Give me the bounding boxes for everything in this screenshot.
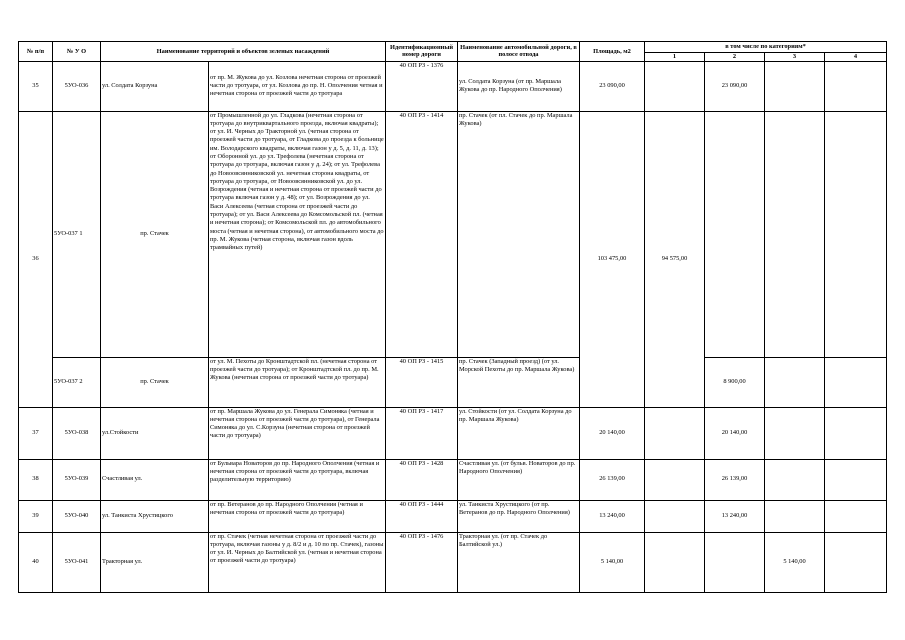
row-desc: от Промышленной до ул. Гладкова (нечетная сторона от тротуара до внутриквартального проезда, включая квадраты); от ул. И. Черных до Тракторной ул. (четная сторона от проезжей части до тротуара, от Гладкова до проезда к больнице им. Володарского квадраты, включая газон у д. 5, д. 11, д. 13); от Оборонной ул. до ул. Трефолева (нечетная сторона от тротуара до тротуара, включая газон у д. 24); от ул. Трефолева до Новоовсянниковской ул. нечетная сторона квадраты, от тротуара до тротуара, от Новоовсянниковской ул. до ул. Возрождения (четная и нечетная сторона от проезжей части до тротуара включая газон у д. 48); от ул. Возрождения до ул. Васи Алексеева (четная сторона от проезжей части до тротуара); от ул. Васи Алексеева до Комсомольской пл. (четная и нечетная сторона); от Комсомольской пл. до автомобильного моста (четная и нечетная сторона), от автомобильного моста до пр. М. Жукова (четная сторона, включая газон вдоль трамвайных путей) (209, 111, 386, 357)
row-name: ул. Солдата Корзуна (101, 61, 209, 111)
row-cat2 (705, 111, 765, 357)
row-name: ул.Стойкости (101, 407, 209, 459)
row-cat4 (825, 407, 887, 459)
row-area: 26 139,00 (580, 459, 645, 500)
row-cat3 (765, 357, 825, 407)
row-num: 40 (19, 532, 53, 592)
row-ident: 40 ОП РЗ - 1428 (386, 459, 458, 500)
row-cat2: 20 140,00 (705, 407, 765, 459)
row-cat3 (765, 61, 825, 111)
row-num: 38 (19, 459, 53, 500)
row-ident: 40 ОП РЗ - 1414 (386, 111, 458, 357)
row-cat3 (765, 407, 825, 459)
row-area: 23 090,00 (580, 61, 645, 111)
header-cat-3: 3 (765, 53, 825, 62)
row-uo: 5УО-038 (53, 407, 101, 459)
row-desc: от пр. Маршала Жукова до ул. Генерала Симоняка (четная и нечетная сторона от проезжей части до тротуара), от Генерала Симоняка до ул. С.Корзуна (нечетная сторона от проезжей части до тротуара) (209, 407, 386, 459)
row-cat4 (825, 532, 887, 592)
row-cat1 (645, 459, 705, 500)
row-ident: 40 ОП РЗ - 1415 (386, 357, 458, 407)
row-cat1 (645, 500, 705, 532)
header-ident: Идентификационный номер дороги (386, 42, 458, 62)
row-cat4 (825, 459, 887, 500)
row-ident: 40 ОП РЗ - 1444 (386, 500, 458, 532)
row-ident: 40 ОП РЗ - 1417 (386, 407, 458, 459)
row-cat1 (645, 407, 705, 459)
row-desc: от Бульвара Новаторов до пр. Народного Ополчения (четная и нечетная сторона от проезжей части до тротуара, включая разделительную территорию) (209, 459, 386, 500)
row-desc: от пр. Ветеранов до пр. Народного Ополчения (четная и нечетная сторона от проезжей части до тротуара) (209, 500, 386, 532)
green-spaces-table (18, 41, 887, 593)
row-uo: 5УО-037 2 (53, 357, 101, 407)
table-row (19, 111, 887, 357)
table-row (19, 532, 887, 592)
row-name: ул. Танкиста Хрустицкого (101, 500, 209, 532)
row-cat2: 26 139,00 (705, 459, 765, 500)
row-cat4 (825, 357, 887, 407)
header-cat-4: 4 (825, 53, 887, 62)
row-uo: 5УО-040 (53, 500, 101, 532)
header-cat-2: 2 (705, 53, 765, 62)
header-categories: в том числе по категориям* (645, 42, 887, 53)
row-cat3 (765, 500, 825, 532)
header-road: Наименование автомобильной дороги, в полосе отвода (458, 42, 580, 62)
row-desc: от пр. М. Жукова до ул. Козлова нечетная сторона от проезжей части до тротуара, от ул. Козлова до пр. Н. Ополчения четная и нечетная сторона от проезжей части до тротуара (209, 61, 386, 111)
row-cat1 (645, 532, 705, 592)
row-road: пр. Стачек (Западный проезд) (от ул. Морской Пехоты до пр. Маршала Жукова) (458, 357, 580, 407)
row-cat3: 5 140,00 (765, 532, 825, 592)
row-uo: 5УО-041 (53, 532, 101, 592)
header-uo: № У О (53, 42, 101, 62)
row-road: Счастливая ул. (от бульв. Новаторов до пр. Народного Ополчения) (458, 459, 580, 500)
row-cat3 (765, 459, 825, 500)
row-num: 37 (19, 407, 53, 459)
header-num: № п/п (19, 42, 53, 62)
row-cat2: 13 240,00 (705, 500, 765, 532)
row-name: пр. Стачек (101, 357, 209, 407)
row-uo: 5УО-036 (53, 61, 101, 111)
header-cat-1: 1 (645, 53, 705, 62)
row-cat1: 94 575,00 (645, 111, 705, 407)
row-ident: 40 ОП РЗ - 1376 (386, 61, 458, 111)
row-road: ул. Стойкости (от ул. Солдата Корзуна до пр. Маршала Жукова) (458, 407, 580, 459)
table-row (19, 459, 887, 500)
row-cat2 (705, 532, 765, 592)
row-uo: 5УО-039 (53, 459, 101, 500)
header-area: Площадь, м2 (580, 42, 645, 62)
row-name: Тракторная ул. (101, 532, 209, 592)
row-cat2: 8 900,00 (705, 357, 765, 407)
row-cat4 (825, 111, 887, 357)
row-area: 20 140,00 (580, 407, 645, 459)
row-area: 13 240,00 (580, 500, 645, 532)
row-cat4 (825, 61, 887, 111)
row-name: Счастливая ул. (101, 459, 209, 500)
row-desc: от ул. М. Пехоты до Кронштадтской пл. (нечетная сторона от проезжей части до тротуара); от Кронштадтской пл. до пр. М. Жукова (нечетная сторона от проезжей части до тротуара) (209, 357, 386, 407)
row-road: пр. Стачек (от пл. Стачек до пр. Маршала Жукова) (458, 111, 580, 357)
row-uo: 5УО-037 1 (53, 111, 101, 357)
row-name: пр. Стачек (101, 111, 209, 357)
row-desc: от пр. Стачек (четная нечетная сторона от проезжей части до тротуара, включая газоны у д. 8/2 и д. 10 по пр. Стачек), газоны от ул. И. Черных до Балтийской ул. (четная и нечетная сторона от проезжей части до тротуара) (209, 532, 386, 592)
row-cat3 (765, 111, 825, 357)
row-road: ул. Солдата Корзуна (от пр. Маршала Жукова до пр. Народного Ополчения) (458, 61, 580, 111)
table-row (19, 407, 887, 459)
table-row (19, 357, 887, 407)
row-num: 36 (19, 111, 53, 407)
table-row (19, 61, 887, 111)
row-area: 103 475,00 (580, 111, 645, 407)
table-row (19, 500, 887, 532)
row-num: 35 (19, 61, 53, 111)
row-road: Тракторная ул. (от пр. Стачек до Балтийской ул.) (458, 532, 580, 592)
row-cat1 (645, 61, 705, 111)
row-cat4 (825, 500, 887, 532)
row-ident: 40 ОП РЗ - 1476 (386, 532, 458, 592)
header-name: Наименование территорий и объектов зеленых насаждений (101, 42, 386, 62)
row-cat2: 23 090,00 (705, 61, 765, 111)
row-num: 39 (19, 500, 53, 532)
row-area: 5 140,00 (580, 532, 645, 592)
row-road: ул. Танкиста Хрустицкого (от пр. Ветеранов до пр. Народного Ополчения) (458, 500, 580, 532)
